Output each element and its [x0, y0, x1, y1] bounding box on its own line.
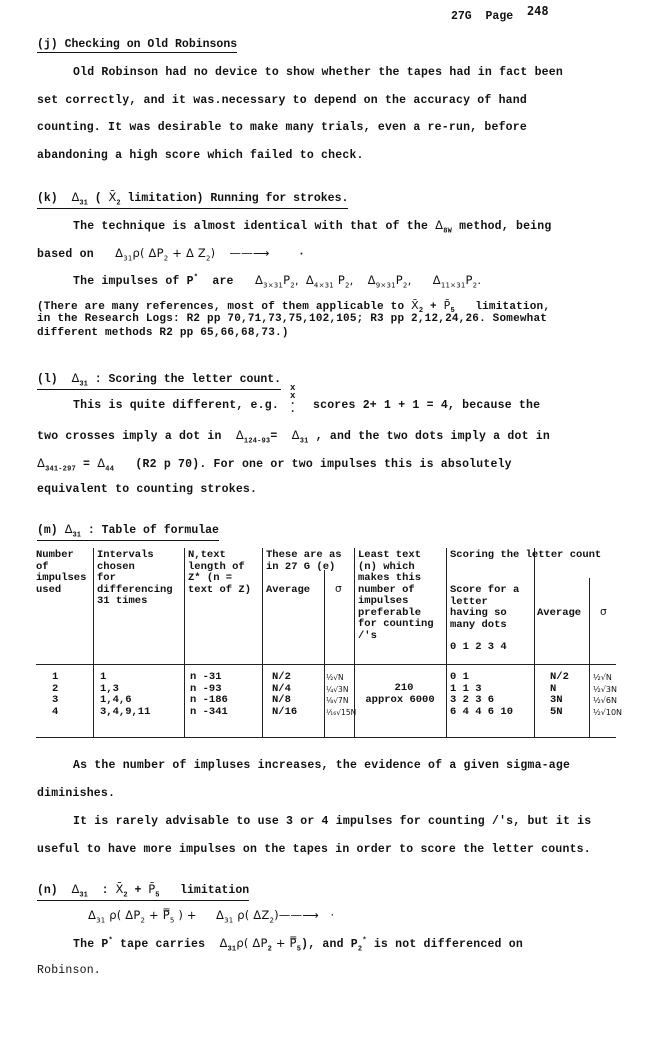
impulse-term: $\Delta_{4\times 31}$ $P_2$, [305, 273, 354, 290]
impulse-term: $\Delta_{11\times 31}P_2$. [432, 273, 482, 290]
letter-sigma-column: ½√N ½√3N ½√6N ½√10N [593, 673, 623, 717]
arrow-icon: ——⟶ [229, 246, 270, 260]
section-m-para1-line2: diminishes. [37, 787, 116, 800]
header-sigma: σ [335, 583, 342, 595]
table-divider [324, 570, 325, 738]
section-l-line3: $\Delta_{341-297} = \Delta_{44}$ (R2 p 70). For one or two impulses this is absolutely [37, 456, 512, 474]
header-score-for-letter: Score for a letter having so many dots [450, 584, 520, 631]
section-n-heading: (n) $\Delta_{31}$ : $X̄_2$ + $P̄_5$ limitation [37, 882, 250, 900]
table-divider [589, 578, 590, 738]
section-l-line1-b: scores 2+ 1 + 1 = 4, because the [313, 399, 541, 412]
table-rule [36, 664, 616, 665]
average-column: N/2 N/4 N/8 N/16 [272, 671, 298, 718]
section-n-line2: Robinson. [37, 964, 101, 977]
header-scoring-group: Scoring the letter count [450, 549, 602, 561]
impulse-term: $\Delta_{9\times 31}P_2$, [367, 273, 412, 290]
scores-column: 0 1 1 1 3 3 2 3 6 6 4 4 6 10 [450, 671, 514, 718]
arrow-icon: ——⟶ [278, 908, 319, 922]
header-group-27g: These are as in 27 G (e) [266, 549, 342, 573]
table-divider [262, 548, 263, 738]
section-k-refs-line3: different methods R2 pp 65,66,68,73.) [37, 327, 289, 339]
header-intervals: Intervals chosen for differencing 31 times [97, 549, 173, 607]
least-text-column: 210 approx 6000 [365, 682, 435, 706]
section-l-line4: equivalent to counting strokes. [37, 483, 258, 496]
section-k-refs-line1: (There are many references, most of them applicable to $X̄_2$ + $P̄_5$ limitation, [37, 299, 551, 316]
table-divider [534, 548, 535, 738]
section-j-heading: (j) Checking on Old Robinsons [37, 38, 238, 51]
formulae-table [36, 548, 623, 738]
n-text-column: n -31 n -93 n -186 n -341 [190, 671, 228, 718]
table-rule [36, 737, 616, 738]
impulse-term: $\Delta_{3\times 31}P_2$, [254, 273, 299, 290]
formula: $\Delta_{31}\rho$( $\Delta P_2 + \Delta$ $Z_2$) [115, 246, 216, 263]
section-m-para2-line1: It is rarely advisable to use 3 or 4 impulses for counting /'s, but it is [73, 815, 592, 828]
letter-average-column: N/2 N 3N 5N [550, 671, 569, 718]
section-k-line1: The technique is almost identical with that of the $\Delta_{8W}$ method, being [73, 218, 552, 236]
header-letter-sigma: σ [600, 606, 607, 618]
header-dot-counts: 0 1 2 3 4 [450, 641, 507, 653]
header-n-text: N,text length of Z* (n = text of Z) [188, 549, 252, 596]
page-label: Page [485, 10, 514, 23]
section-j-line: set correctly, and it was.necessary to depend on the accuracy of hand [37, 94, 527, 107]
header-least-text: Least text (n) which makes this number of impulses preferable for counting /'s [358, 549, 434, 642]
table-divider [446, 548, 447, 738]
section-j-line: Old Robinson had no device to show whether the tapes had in fact been [73, 66, 563, 79]
section-k-heading: (k) $\Delta_{31}$ ( $X̄_2$ limitation) Running for strokes. [37, 190, 349, 208]
section-k-refs-line2: in the Research Logs: R2 pp 70,71,73,75,102,105; R3 pp 2,12,24,26. Somewhat [37, 313, 548, 325]
section-k-line2: based on $\Delta_{31}\rho$( $\Delta P_2 + \Delta$ $Z_2$) ——⟶ · [37, 246, 306, 263]
example-marks: x x • • [290, 383, 296, 415]
section-l-line2: two crosses imply a dot in $\Delta_{124-93}= \Delta_{31}$ , and the two dots imply a dot in [37, 428, 550, 446]
table-row: 1 2 3 4 [52, 671, 59, 718]
page-ref: 27G [451, 10, 472, 23]
intervals-column: 1 1,3 1,4,6 3,4,9,11 [100, 671, 151, 718]
section-l-line1-a: This is quite different, e.g. [73, 399, 279, 412]
table-divider [93, 548, 94, 738]
section-m-para1-line1: As the number of impluses increases, the evidence of a given sigma-age [73, 759, 571, 772]
header-average: Average [266, 584, 311, 596]
table-divider [184, 548, 185, 738]
header-letter-average: Average [537, 607, 582, 619]
section-j-line: counting. It was desirable to make many trials, even a re-run, before [37, 121, 527, 134]
sigma-column: ½√N ¼√3N ⅛√7N ¹⁄₁₆√15N [326, 673, 357, 717]
section-j-line: abandoning a high score which failed to check. [37, 149, 364, 162]
delta-symbol: Δ [71, 190, 80, 204]
section-k-line3: The impulses of P* are $\Delta_{3\times 31}P_2$, $\Delta_{4\times 31}$ $P_2$, $\Delta_{9\times 31}P_2$, $\Delta_{11\times 31}P_2$. [73, 273, 482, 290]
page-header [451, 4, 549, 23]
section-n-line1: The P* tape carries $\Delta_{31}\rho$( $\Delta P_2$ + $P̿_5$), and $P_2^*$ is not differenced on [73, 936, 523, 954]
section-l-heading: (l) $\Delta_{31}$ : Scoring the letter count. [37, 371, 282, 389]
section-n-formula: $\Delta_{31}$ ρ( $\Delta P_2$ + $P̿_5$ ) + $\Delta_{31}$ ρ( $\Delta Z_2)——⟶$ · [88, 908, 335, 925]
header-impulses: Number of impulses used [36, 549, 87, 596]
page-number: 248 [526, 4, 549, 18]
section-m-para2-line2: useful to have more impulses on the tapes in order to score the letter counts. [37, 843, 591, 856]
section-m-heading: (m) $\Delta_{31}$ : Table of formulae [37, 522, 219, 540]
